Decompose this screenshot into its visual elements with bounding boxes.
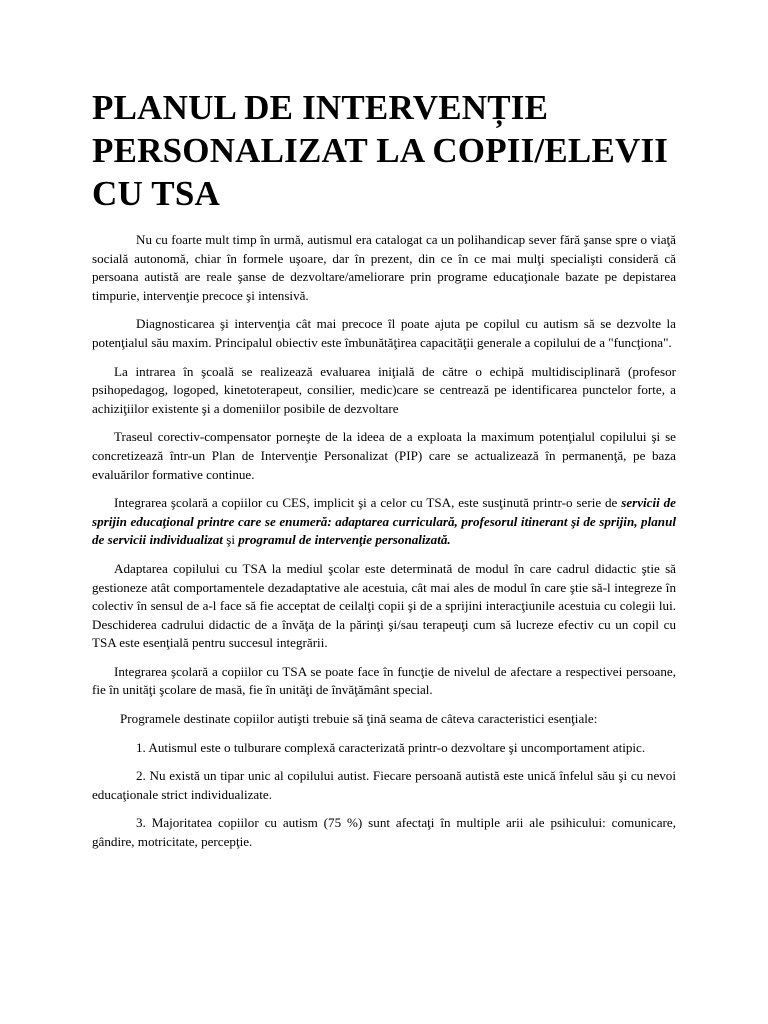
paragraph-2: Diagnosticarea şi intervenţia cât mai precoce îl poate ajuta pe copilul cu autism să se dezvolte la potenţialul său maxim. Principalul obiectiv este îmbunătăţirea capacităţii generale a copilului de a "funcţiona". — [92, 316, 676, 350]
paragraph-8: Programele destinate copiilor autişti trebuie să ţină seama de câteva caracteristici esenţiale: — [120, 711, 598, 727]
paragraph-1: Nu cu foarte mult timp în urmă, autismul era catalogat ca un polihandicap sever fără şanse spre o viaţă socială autonomă, chiar în formele uşoare, dar în prezent, din ce în ce mai mulţi specialişti consideră că persoana autistă are reale şanse de dezvoltare/ameliorare prin programe educaţionale bazate pe depistarea timpurie, intervenţie precoce şi intensivă. — [92, 232, 676, 303]
paragraph-7: Integrarea şcolară a copiilor cu TSA se poate face în funcţie de nivelul de afectare a respectivei persoane, fie în unităţi şcolare de masă, fie în unităţi de învăţământ special. — [92, 663, 676, 698]
paragraph-3: La intrarea în şcoală se realizează evaluarea iniţială de către o echipă multidisciplinară (profesor psihopedagog, logoped, kinetoterapeut, consilier, medic)care se centrează pe identificarea punctelor forte, a achiziţiilor existente şi a domeniilor posibile de dezvoltare — [92, 363, 676, 416]
document-title: PLANUL DE INTERVENȚIE PERSONALIZAT LA COPII/ELEVII CU TSA — [92, 88, 669, 213]
paragraph-6: Adaptarea copilului cu TSA la mediul şcolar este determinată de modul în care cadrul didactic ştie să gestioneze atât comportamentele dezadaptative ale acestuia, cât mai ales de modul în care ştie să-l integreze în colectiv în sensul de a-l face să fie acceptat de ceilalţi copii şi de a sprijini interacţiunile acestuia cu colegii lui. Deschiderea cadrului didactic de a învăţa de la părinţi şi/sau terapeuţi cum să lucreze efectiv cu un copil cu TSA este esenţială pentru succesul integrării. — [92, 560, 676, 651]
paragraph-5-emphasis-b: servicii de sprijin educaţional printre care se enumeră: adaptarea curriculară, profesorul itinerant şi de sprijin, planul — [92, 495, 676, 529]
paragraph-5-emphasis-e: programul de intervenţie personalizată. — [234, 532, 451, 548]
document-page — [92, 86, 676, 862]
list-item-2: 2. Nu există un tipar unic al copilului autist. Fiecare persoană autistă este unică înfelul său şi cu nevoi educaţionale strict individualizate. — [92, 768, 676, 802]
paragraph-5-emphasis-c: de servicii individualizat — [92, 532, 227, 548]
paragraph-4: Traseul corectiv-compensator porneşte de la ideea de a exploata la maximum potenţialul copilului şi se concretizează într-un Plan de Intervenţie Personalizat (PIP) care se actualizează în permanenţă, pe baza evaluărilor formative continue. — [92, 429, 676, 482]
paragraph-5-text-d: şi — [226, 532, 235, 548]
list-item-1: 1. Autismul este o tulburare complexă caracterizată printr-o dezvoltare şi uncomportament atipic. — [136, 739, 646, 755]
list-item-3: 3. Majoritatea copiilor cu autism (75 %) sunt afectaţi în multiple arii ale psihicului: comunicare, gândire, motricitate, percepţie. — [92, 815, 676, 850]
paragraph-5 — [92, 494, 676, 550]
paragraph-5-text-a: Integrarea şcolară a copiilor cu CES, implicit şi a celor cu TSA, este susţinută printr-o serie de — [114, 495, 622, 511]
